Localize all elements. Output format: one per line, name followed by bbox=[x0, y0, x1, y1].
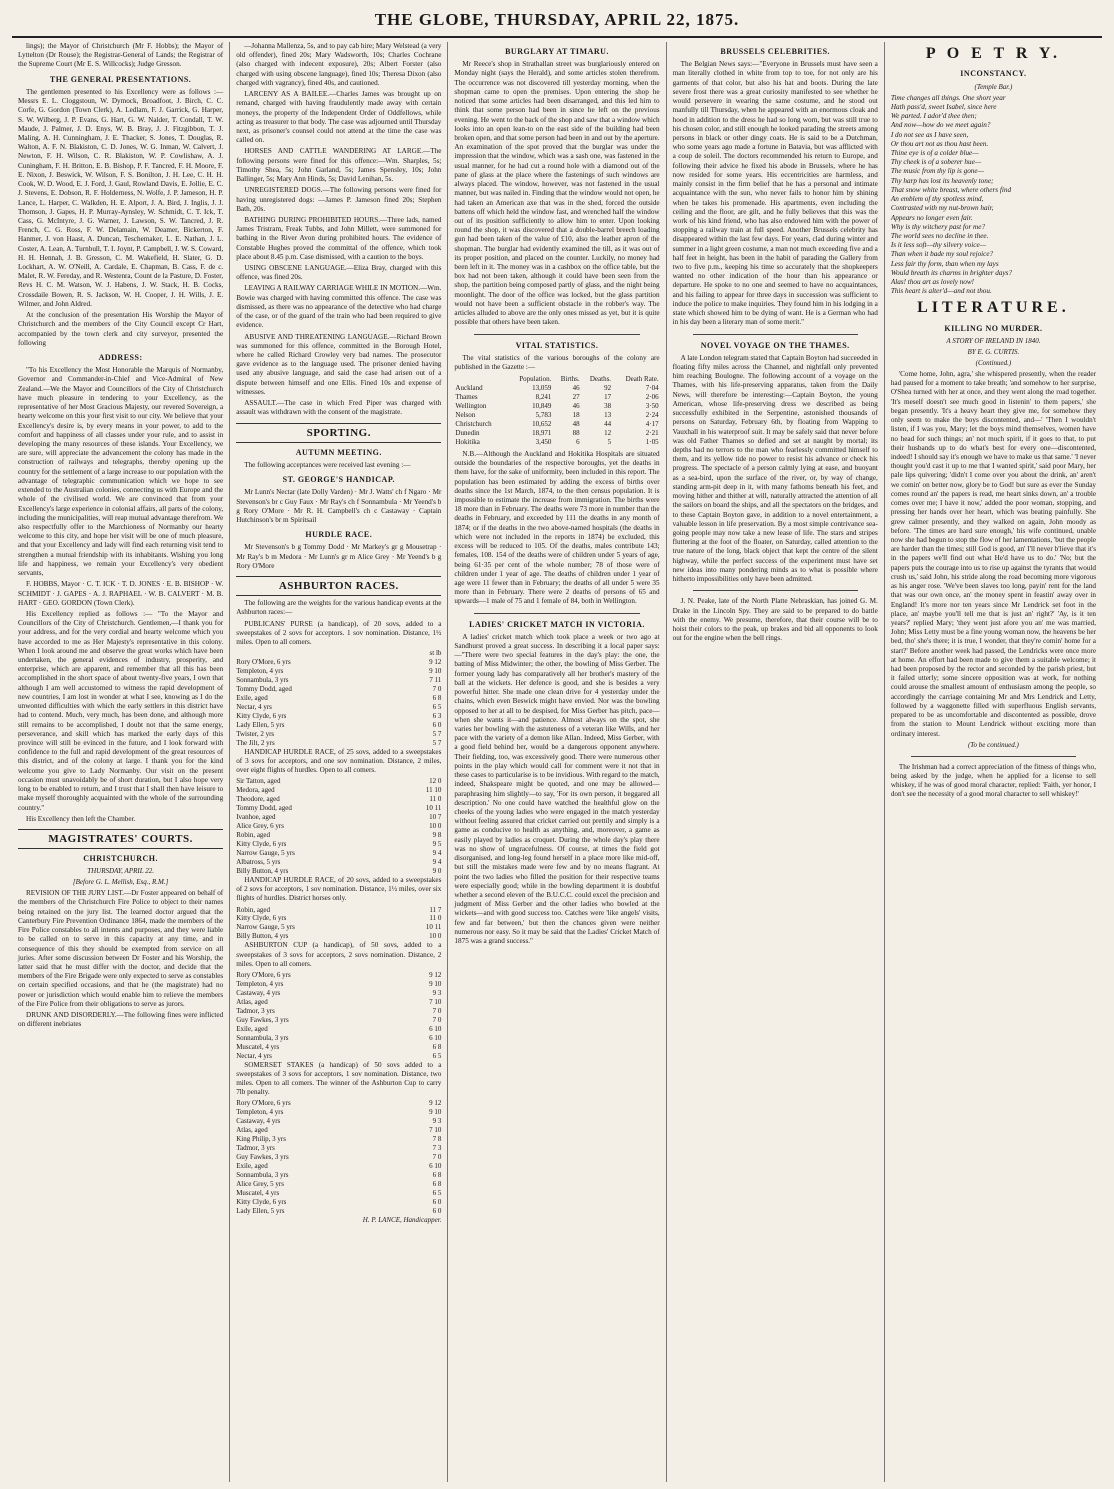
poem-line: An emblem of thy spotless mind, bbox=[890, 195, 984, 204]
race-entry: Lady Ellen, 5 yrs 6 0 bbox=[236, 1206, 442, 1215]
poem-source: (Temple Bar.) bbox=[974, 82, 1013, 91]
story-continued: (Continued.) bbox=[975, 359, 1012, 368]
table-header-cell: Deaths. bbox=[589, 375, 612, 384]
poem-line: The music from thy lip is gone— bbox=[890, 167, 984, 176]
closing-text: His Excellency then left the Chamber. bbox=[26, 814, 136, 823]
handicap-hurdle2-text: HANDICAP HURDLE RACE, of 20 sovs, added to a sweepstakes of 2 sovs for acceptors, 1 sov nomination. Distance, 1½ miles, over six flights of hurdles. District horses only. bbox=[236, 875, 442, 903]
race-entry: Nectar, 4 yrs 6 5 bbox=[236, 702, 442, 711]
address-heading: ADDRESS: bbox=[98, 353, 143, 363]
race-entry: Guy Fawkes, 3 yrs 7 0 bbox=[236, 1015, 442, 1024]
race4-list bbox=[236, 971, 441, 1061]
poem-line: We parted. I ador'd thee then; bbox=[890, 112, 977, 121]
race-entry: Muscatel, 4 yrs 6 8 bbox=[236, 1042, 442, 1051]
poem-line: Is it less soft—thy silvery voice— bbox=[890, 241, 987, 250]
race-entry: Robin, aged 9 8 bbox=[236, 831, 442, 840]
race1-list bbox=[236, 658, 441, 748]
race-entry: Nectar, 4 yrs 6 5 bbox=[236, 1051, 442, 1060]
race-entry: Kitty Clyde, 6 yrs 9 5 bbox=[236, 840, 442, 849]
brussels-heading: BRUSSELS CELEBRITIES. bbox=[720, 47, 831, 56]
race-entry: Tadmor, 3 yrs 7 3 bbox=[236, 1144, 442, 1153]
race-entry: Atlas, aged 7 10 bbox=[236, 997, 442, 1006]
column-5 bbox=[885, 42, 1102, 1482]
col2-intro: —Johanna Mallenza, 5s, and to pay cab hire; Mary Welstead (a very old offender), fined 20s; Mary Wadsworth, 10s; Charles Cochrane (also charged with indecent exposure), 20s; Albert Forster (also charged with using obscene language), fined 10s; Theresa Dixon (also charged with vagrancy), fined 40s, and cautioned. bbox=[236, 42, 442, 87]
race-entry: Muscatel, 4 yrs 6 5 bbox=[236, 1188, 442, 1197]
ashburton-cup-text: ASHBURTON CUP (a handicap), of 50 sovs, added to a sweepstakes of 3 sovs for acceptors, 2 sovs nomination. Distance, 2 miles. Open to all comers. bbox=[236, 941, 442, 968]
race5-list bbox=[236, 1099, 441, 1215]
race-entry: Twister, 2 yrs 5 7 bbox=[236, 729, 442, 738]
col1-para1: At the conclusion of the presentation His Worship the Mayor of Christchurch and the members of the City Council except Cr Hart, accompanied by the town clerk and city surveyor, presented the following bbox=[18, 311, 224, 347]
table-row: Auckland 13,059 46 92 7·04 bbox=[455, 384, 659, 393]
dogs-text: UNREGISTERED DOGS.—The following persons were fined for having unregistered dogs: —James P. Jameson fined 20s; Stephen Bath, 20s. bbox=[236, 186, 442, 213]
race-entry: Billy Button, 4 yrs 9 0 bbox=[236, 866, 442, 875]
race-entry: Guy Fawkes, 3 yrs 7 0 bbox=[236, 1153, 442, 1162]
handicap-hurdle-text: HANDICAP HURDLE RACE, of 25 sovs, added to a sweepstakes of 3 sovs for acceptors, and one sov nomination. Distance, 2 miles, over eight flights of hurdles. Open to all comers. bbox=[236, 747, 442, 775]
poem-line: Thy cheek is of a soberer hue— bbox=[890, 158, 982, 167]
hurdle-heading: HURDLE RACE. bbox=[305, 530, 373, 540]
peake-text: J. N. Peake, late of the North Platte Nebraskian, has joined G. M. Drake in the Lincoln Spy. They are said to be prepared to do battle with the enemy. We presume, therefore, that their course will be to hoist their colors to the peak, up brakes and bid all opponents to look out for the engine when the bell rings. bbox=[672, 597, 878, 643]
somerset-text: SOMERSET STAKES (a handicap) of 50 sovs added to a sweepstakes of 3 sovs for acceptors, 1 sov nomination. Distance, two miles. Open to all comers. The winner of the Ashburton Cup to carry 7lb penalty. bbox=[236, 1060, 442, 1097]
table-row: Hokitika 3,450 6 5 1·05 bbox=[455, 437, 659, 446]
poem-line: Than when it bade my soul rejoice? bbox=[890, 250, 994, 259]
publicans-text: PUBLICANS' PURSE (a handicap), of 20 sovs, added to a sweepstakes of 2 sovs for acceptors. 1 sov nomination. Distance, 1½ miles. Open to all comers. bbox=[236, 619, 442, 647]
race-entry: Templeton, 4 yrs 9 10 bbox=[236, 979, 442, 988]
poetry-heading: P O E T R Y. bbox=[925, 45, 1061, 62]
poem-line: Time changes all things. One short year bbox=[890, 93, 1006, 102]
divider bbox=[693, 334, 858, 335]
race-entry: Sir Tatton, aged 12 0 bbox=[236, 777, 442, 786]
voyage-text: A late London telegram stated that Captain Boyton had succeeded in floating fifty miles across the Channel, and nightfall only prevented him reaching Boulogne. The following account of a voyage on the Thames, with his life-preserving apparatus, taken from the Daily News, will therefore be interesting:—Captain Boyton, the young American, whose life-preserving dress we described as being successfully exhibited in the Serpentine, astonished thousands of persons on Saturday, February 6th, by floating from Wapping to Vauxhall in his waterproof suit. It may be safely said that never before was old Father Thames so defied and set at naught by mortal; its depths had no terrors to the man who fearlessly committed himself to them, and its yellow tide no power to resist his advance or check his progress. The spectacle of a person calmly lying at ease, and buoyant as a sea-bird, upon the surface of the river, or, by way of change, standing arm-pit deep in it, with many fathoms beneath his feet, and moving hither and thither at will, naturally attracted the attention of all the sailors on board the ships, and all the spectators on the bridges, and to these Captain Boyton gave, in addition to a novel entertainment, a valuable lesson in life preservation. By a most simple contrivance sea-going people may now take a new lease of life. The stars and stripes fluttering at the foot of the floater, on Saturday, called attention to the true nature of the long, black object that kept the centre of the silent highway, while the perfect success of the experiment must have set new ideas into many pondering minds as to what is possible where hitherto impossibilities only have been admitted. bbox=[672, 353, 878, 584]
column-3 bbox=[448, 42, 666, 1482]
race-entry: Castaway, 4 yrs 9 3 bbox=[236, 1117, 442, 1126]
ladies-heading: LADIES' CRICKET MATCH IN VICTORIA. bbox=[469, 619, 645, 629]
courts-heading: MAGISTRATES' COURTS. bbox=[18, 829, 223, 849]
race-entry: Medora, aged 11 10 bbox=[236, 786, 442, 795]
race-entry: Alice Grey, 5 yrs 6 8 bbox=[236, 1179, 442, 1188]
race-entry: Rory O'More, 6 yrs 9 12 bbox=[236, 1099, 442, 1108]
table-row: Christchurch 10,652 48 44 4·17 bbox=[455, 420, 659, 429]
horses-text: HORSES AND CATTLE WANDERING AT LARGE.—The following persons were fined for this offence:—Wm. Sharples, 5s; Timothy Shea, 5s; John Garland, 5s; James Spensley, 10s; John Ballinger, 5s; Mary Ann Hinds, 5s; David Lenihan, 5s. bbox=[236, 147, 442, 184]
burglary-text: Mr Reece's shop in Strathallan street was burglariously entered on Monday night (says the Herald), and some articles stolen therefrom. The occurrence was not discovered till yesterday morning, when the shopman came to open the premises. Upon entering the shop he noticed that some articles had been disarranged, and this led him to think that some person had been in since he left on the previous evening. He went to the back of the shop and saw that a window which looks into an open lean-to on the east side of the building had been broken open, and that some person had been in and out by the aperture. An examination of the spot proved that the burglar was under the impression that the window, which was a sash one, was fastened in the usual manner, for he had cut a round hole with a diamond out of the pane of glass at the place where the fastenings of such windows are always placed. The window, however, was not fastened in the usual manner, but was nailed in. Finding that the window would not open, he had taken an American axe that was in the shed, forced the outside battens off which held the window fast, and wrenched half the window out of its position sufficiently to allow him to enter. Upon looking round the shop, it was discovered that a double-barrel breech loading gun had been taken of the value of £10, also the leather apron of the shopman. The burglar had evidently examined the till, as it was out of its proper position, and placed on the counter. Luckily, no money had been left in it. The money was in a cashbox on the office table, but the box had not been taken, although it could have been seen from the shop, the partition being composed partly of glass, and the night being moonlight. The door of the office was locked, but the glass partition would not have been a sufficient obstacle in the robber's way. The articles alluded to above are the only ones missed as yet, but it is quite possible that others have been taken. bbox=[454, 60, 660, 327]
poem-line: I do not see as I have seen, bbox=[890, 130, 969, 139]
race-entry: Templeton, 4 yrs 9 10 bbox=[236, 1108, 442, 1117]
story-author: BY E. G. CURTIS. bbox=[967, 348, 1020, 357]
race-entry: Templeton, 4 yrs 9 10 bbox=[236, 667, 442, 676]
handicapper: H. P. LANCE, Handicapper. bbox=[362, 1215, 442, 1224]
race2-list bbox=[236, 777, 441, 875]
race-entry: Narrow Gauge, 5 yrs 10 11 bbox=[236, 923, 442, 932]
table-row: Wellington 10,849 46 38 3·50 bbox=[455, 402, 659, 411]
race-entry: Kitty Clyde, 6 yrs 11 0 bbox=[236, 914, 442, 923]
larceny-text: LARCENY AS A BAILEE.—Charles James was brought up on remand, charged with having fraudulently made away with certain moneys, the property of the Independent Order of Oddfellows, while acting as treasurer to that body. The case was adjourned until Thursday next, as prisoner's counsel could not attend at the time the case was called on. bbox=[236, 90, 442, 145]
brussels-text: The Belgian News says:—"Everyone in Brussels must have seen a man literally clothed in white from top to toe, for not only are his garments of that color, but also his hat and boots. During the late severe frost there was a great curiosity manifested to see whether he would persevere in wearing the same costume, and he stood out manfully till Thursday, when he appeared with an enormous cloak and hood in addition to the dress he had so long worn, but was still true to his chosen color, and still enough he looked parading the streets among persons in black or other dingy coats. He is said to be a Dutchman, who some years ago made a fortune in Batavia, but was afflicted with a coup de soleil. The doctors recommended his return to Europe, and following their advice he fixed his abode in Brussels, where he has now resided for some years. His eccentricities are harmless, and mainly consist in the firm belief that he has a personal and intimate acquaintance with the sun, who never fails to honor him by shining when he takes his promenade. His apartments, even including the ceiling and the floor, are gilt, and he fully believes that this was the work of his kind friend, who has also endowed him with the power of stopping a railway train at full speed. Another Brussels celebrity has disappeared within the last few days. For years, clad during winter and summer in a light green costume, a man not much exceeding five and a half feet in height, has been in the habit of parading the Gallery from two to five p.m., keeping his time so accurately that the shopkeepers wanted no other indication of the hour than his appearance or departure. He spoke to no one and seemed to have no acquaintances, and his failing to appear for three days in succession was sufficient to induce the police to make inquiries. They found him in his lodging in a state which showed him to be dying of want. He is a German who had in his day been a literary man of some merit." bbox=[672, 60, 878, 327]
hurdle-list: Mr Stevenson's b g Tommy Dodd · Mr Markey's gr g Mousetrap · Mr Ray's b m Medora · Mr Lunn's gr m Alice Grey · Mr Yeend's b g Rory O'More bbox=[236, 543, 442, 570]
race-entry: Sonnambula, 3 yrs 6 10 bbox=[236, 1033, 442, 1042]
table-header-cell: Death Rate. bbox=[625, 375, 659, 384]
column-1 bbox=[12, 42, 230, 1482]
divider bbox=[474, 613, 639, 614]
railway-text: LEAVING A RAILWAY CARRIAGE WHILE IN MOTION.—Wm. Bowie was charged with having committed this offence. The case was dismissed, as there was no appearance of the detective who had charge of the case, or of the guard of the train who had been required to give evidence. bbox=[236, 284, 442, 330]
race-entry: Exile, aged 6 10 bbox=[236, 1024, 442, 1033]
race-entry: Albatross, 5 yrs 9 4 bbox=[236, 857, 442, 866]
race-entry: Atlas, aged 7 10 bbox=[236, 1126, 442, 1135]
race-entry: Exile, aged 6 8 bbox=[236, 694, 442, 702]
voyage-heading: NOVEL VOYAGE ON THE THAMES. bbox=[700, 340, 850, 350]
poem-line: Would breath its charms in brighter days? bbox=[890, 268, 1013, 277]
st-george-list: Mr Lunn's Nectar (late Dolly Varden) · Mr J. Watts' ch f Ngaro · Mr Stevenson's br c Guy Faux · Mr Ray's ch f Sonnambula · Mr Yeend's b g Rory O'More · Mr R. H. Campbell's ch c Castaway · Captain Hutchinson's br m Spiritsail bbox=[236, 488, 442, 524]
vital-table-header bbox=[454, 375, 659, 384]
burglary-heading: BURGLARY AT TIMARU. bbox=[505, 47, 609, 56]
poem-line: Thine eye is of a colder blue— bbox=[890, 148, 979, 157]
race-entry: The Jilt, 2 yrs 5 7 bbox=[236, 738, 442, 747]
address-text: "To his Excellency the Most Honorable the Marquis of Normanby, Governor and Commander-in-Chief and Vice-Admiral of New Zealand.—We the Mayor and Councillors of the City of Christchurch have much pleasure in tendering to your Excellency, as the representative of her Most Gracious Majesty, our revered Sovereign, a hearty welcome on this your first visit to our city. We believe that your Excellency's desire is, by every means in your power, to add to the comfort and happiness of all classes under your rule, and to assist in developing the many resources of these islands. Your Excellency, we are sure, will appreciate the advancement the colony has made in the construction of railways and telegraphs, thereby opening up the country for the settlement of a large increase to our population with the advantage of telegraphic communication which we hope to see extended to the Australian colonies, connecting us with Europe and the whole of the civilised world. We are convinced that from your Excellency's large experience in colonial affairs, all parts of the colony, including the municipalities, will reap mutual advantage therefrom. We also respectfully offer to the Marchioness of Normanby our hearty welcome to this city, and hope her visit will be one of much pleasure, and that your Excellency and lady will find each returning visit tend to strengthen a mutual friendship with its inhabitants. Wishing you long life and happiness, we remain your Excellency's very obedient servants, bbox=[18, 366, 224, 578]
race-entry: Tommy Dodd, aged 10 11 bbox=[236, 804, 442, 813]
race-entry: Rory O'More, 6 yrs 9 12 bbox=[236, 658, 442, 667]
vital-table bbox=[454, 375, 659, 447]
poem-line: Why is thy witchery past for me? bbox=[890, 222, 986, 231]
race-entry: Kitty Clyde, 6 yrs 6 3 bbox=[236, 711, 442, 720]
to-be-continued: (To be continued.) bbox=[967, 740, 1019, 749]
story-text: 'Come home, John, agra,' she whispered presently, when the reader had paused for a moment to take breath; 'and somehow to her surprise, O'Shea turned with her at once, and they went along the road together. 'It's meself doesn't see much good in listenin' to them papers,' she began presently. 'It's a heavy heart they give me, for somehow they only seem to make the boys discontented, and—' 'Then I wouldn't listen, if I was you, Mary; let the boys mind themselves, women have no head for such things; an' not much spirit, if it goes to that, to put their husbands up to do what's best for every one—discontented, indeed! I should say it's enough we have to make us that same.' 'I never thought you'd cast it up to me that I wanted spirit,' said poor Mary, her pale lips quivering; 'didn't I come over you about the drink, an' aren't we comin' on better now, glory be to God! but sure as ever the Sunday comes round an' the papers is read, me heart sinks down, an' a trouble comes over me; I have it now,' added the poor woman, stopping, and pressing her hands over her heart, which was beating painfully. She grew calmer presently, and they walked on again, John moody as before. 'The times are hard sure enough,' his wife continued, unable now she had begun to stop the flow of her lamentations, 'but the people are harder than the times; still God is good, an' I'll never b'lieve that it's in the papers we'll find out what He'd have us to do.' 'No; but the papers puts the courage into us to rise up against the tyrants that would crush us,' said John, his stride along the road becoming more vigorous as his anger rose. 'We've been slaves too long, payin' rent for the land that was our own once, an' the money spent in feastin' away over in England! It's more nor ten years since Mr Lendrick set foot in the place, an' maybe you'll tell me that is just an' right?' 'Ay, is it ten years?' replied Mary; 'they went just afore you an' me was married, John; Miss Letty must be a fine young woman now, the heavens be her bed, tho' she's there; it is true, I wonder, that they're comin' home for a start?' Before another week had passed, the Lendricks were once more at home. An effort had been made to give them a suitable welcome; it had been proposed by the rector and seconded by the parish priest, but it failed utterly; some sincere opposition was at work, for nothing could arouse the smallest amount of enthusiasm among the people, so accordingly the carriage containing Mr and Mrs Lendrick and Letty, followed by a waggonette filled with superfluous English servants, prepared to be as uncomfortable and discontented as possible, drove from the station to Mount Lendrick without exciting more than ordinary interest. bbox=[890, 370, 1097, 738]
poem-lines bbox=[891, 94, 1096, 297]
poem-line: The world sees no decline in thee. bbox=[890, 231, 989, 240]
column-2 bbox=[230, 42, 448, 1482]
col1-intro: lings); the Mayor of Christchurch (Mr F. Hobbs); the Mayor of Lyttelton (Dr Rouse); the Registrar-General of Lands; the Registrar of the Supreme Court (Mr E. S. Willcocks); Judge Gresson. bbox=[18, 42, 224, 69]
courts-text: REVISION OF THE JURY LIST.—Dr Foster appeared on behalf of the members of the Christchurch Fire Police to object to their names being retained on the jury list. The learned doctor argued that the Canterbury Fire Prevention Ordinance 1864, made the members of the Fire Police constables to all intents and purposes, and they were liable to be called on to serve in this capacity at any time, and in consequence of this they should be exempted from service on all juries. After some discussion between Dr Foster and his Worship, the latter said that he must differ with the doctor, and decide that the members of the Fire Brigade were only expected to serve as constables on certain specified occasions, and that he (the magistrate) had no power or jurisdiction which would enable him to relieve the members of the Fire Police from their obligations to serve as jurors. bbox=[18, 889, 224, 1008]
vital-text: N.B.—Although the Auckland and Hokitika Hospitals are situated outside the boundaries of the respective boroughs, yet the deaths in them have, for the sake of uniformity, been included in this report. The population has been estimated by adding the excess of births over deaths since the 1st March, 1874, to the then census population. It is impossible to estimate the increase from immigration. The births were 18 more than in February. The deaths were 73 more in number than the deaths in February, and exceeded by 111 the deaths in any month of 1874; or if the deaths in the two above-named hospitals (the deaths in which were not included in the reports in 1874) be excluded, this excess will be reduced to 105. Of the deaths, males contribute 143; females, 108. 154 of the deaths were of children under 5 years of age, being 61·35 per cent of the whole number; 78 of those were of children under 1 year of age. The deaths of children under 1 year of age were 11 fewer than in February; the deaths of all under 5 were 35 more than in February. There were 2 deaths of persons of 65 and upwards—1 male of 75 and 1 female of 84, both in Wellington. bbox=[454, 449, 660, 606]
abusive-text: ABUSIVE AND THREATENING LANGUAGE.—Richard Brown was summoned for this offence, committed in the Borough Hotel, where he called Richard Crowley very bad names. The prosecutor gave evidence as to the language used. The prisoner denied having used any abusive language, and said the case had arisen out of a dispute between himself and one Ellis. Fined 10s and expense of witnesses. bbox=[236, 332, 442, 396]
st-george-heading: ST. GEORGE'S HANDICAP. bbox=[282, 475, 395, 485]
race-entry: Theodore, aged 11 0 bbox=[236, 795, 442, 804]
masthead: THE GLOBE, THURSDAY, APRIL 22, 1875. bbox=[12, 10, 1102, 38]
poem-line: Hath pass'd, sweet Isabel, since here bbox=[890, 102, 997, 111]
race-entry: Tadmor, 3 yrs 7 0 bbox=[236, 1006, 442, 1015]
table-row: Nelson 5,783 18 13 2·24 bbox=[455, 411, 659, 420]
divider bbox=[693, 590, 858, 591]
sporting-heading: SPORTING. bbox=[236, 423, 441, 443]
race-entry: Alice Grey, 6 yrs 10 0 bbox=[236, 822, 442, 831]
column-4 bbox=[667, 42, 885, 1482]
race-entry: Billy Button, 4 yrs 10 0 bbox=[236, 932, 442, 941]
story-subtitle: A STORY OF IRELAND IN 1840. bbox=[946, 337, 1041, 346]
ashburton-intro: The following are the weights for the various handicap events at the Ashburton races:— bbox=[236, 599, 442, 617]
race-entry: Kitty Clyde, 6 yrs 6 0 bbox=[236, 1197, 442, 1206]
table-row: Dunedin 18,971 88 12 2·21 bbox=[455, 428, 659, 437]
race-entry: Narrow Gauge, 5 yrs 9 4 bbox=[236, 849, 442, 857]
autumn-heading: AUTUMN MEETING. bbox=[295, 447, 382, 457]
divider bbox=[474, 334, 639, 335]
table-header-cell: Births. bbox=[560, 375, 580, 384]
assault-text: ASSAULT.—The case in which Fred Piper was charged with assault was withdrawn with the consent of the magistrate. bbox=[236, 399, 442, 417]
vital-heading: VITAL STATISTICS. bbox=[515, 340, 599, 350]
bathing-text: BATHING DURING PROHIBITED HOURS.—Three lads, named James Tristram, Freak Tubbs, and John Millett, were summoned for bathing in the River Avon during prohibited hours. The evidence of Constable Hughes proved the committal of the offence, which took place about 8.45 p.m. Case dismissed, with a caution to the boys. bbox=[236, 215, 442, 261]
race-entry: Tommy Dodd, aged 7 0 bbox=[236, 685, 442, 694]
presentations-text: The gentlemen presented to his Excellency were as follows :— Messrs E. L. Cloggstoun, W. Dymock, Broadfoot, J. Birch, C. C. Corfe, G. Gordon (Town Clerk), A. Ledlam, F. J. Garrick, G. Harper, S. W. Wilberg, J. P. Evans, G. Hart, G. W. Nalder, T. Condall, T. W. Maude, J. Palmer, J. D. Enys, W. B. Bray, J. J. Fitzgibbon, T. J. Maling, A. H. Cunningham, J. E. Thacker, S. Jones, T. Douglas, R. Walton, A. F. N. Blakiston, C. D. Jones, W. G. Inman, W. Calvert, J. Newton, F. H. Wilson, C. R. Blakiston, W. P. Cowlishaw, A. J. Cuningham, F. H. Britton, E. B. Bishop, P. F. Tancred, F. H. Moore, F. E. Nixon, J. Beswick, W. Wilson, F. S. Bonilton, J. H. Lee, C. H. H. Cook, W. D. Wood, E. J. Ford, J. Gaul, Rowland Davis, E. Jollie, E. C. J. Stevens, E. Dobson, R. F. Holderness, N. Wolfe, J. P. Jameson, H. P. Lance, L. Harper, C. Walkden, H. E. Alport, J. A. Bird, J. Inglis, J. J. Thomson, J. Gapes, H. P. Murray-Aynsley, W. Schmidt, C. T. Ick, T. Cass, G. McIntyre, J. G. Warner, J. Lawson, S. W. Tancred, J. R. French, C. G. Ross, F. W. Delamain, W. Deamer, Bickerton, F. Hanmer, J. von Haast, A. Duncan, Teschemaker, L. E. Nathan, J. L. Coster, A. Lean, A. Turnbull, T. I. Joynt, P. Campbell, J. W. S. Coward, H. H. Hennah, J. B. Gresson, C. M. Wakefield, H. Slater, G. D. Lockhart, A. W. O'Neill, A. Cardale, E. Chapman, B. Cass, F. de c. Malet, R. W. Fereday, and R. Westenra, Count de la Pasture, D. Foster, Revs H. C. M. Watson, W. J. Habens, J. W. Stack, H. B. Cocks, Crossdaile Bowen, R. S. Jackson, W. H. Cooper, J. H. Wills, J. E. Wilmer, and John Aldred. bbox=[18, 87, 224, 308]
poem-line: Appears no longer even fair. bbox=[890, 213, 973, 222]
race-entry: Robin, aged 11 7 bbox=[236, 905, 442, 914]
race-entry: Ivanhoe, aged 10 7 bbox=[236, 813, 442, 822]
courts-sub: CHRISTCHURCH. bbox=[83, 854, 158, 864]
divider bbox=[911, 756, 1076, 757]
poem-line: Or thou art not as thou hast been. bbox=[890, 139, 989, 148]
irishman-text: The Irishman had a correct appreciation of the fitness of things who, being asked by the judge, when he applied for a license to sell whiskey, if he was of good moral character, replied: 'Faith, yer honor, I don't see the necessity of a good moral character to sell whiskey!' bbox=[890, 762, 1097, 799]
table-header-cell bbox=[454, 375, 506, 384]
poem-line: Less fair thy form, than when my lays bbox=[890, 259, 999, 268]
poem-line: This heart is alter'd—and not thou. bbox=[890, 287, 992, 296]
race-entry: Exile, aged 6 10 bbox=[236, 1162, 442, 1171]
poem-line: Alas! thou art as lovely now! bbox=[890, 278, 975, 287]
drunk-text: DRUNK AND DISORDERLY.—The following fines were inflicted on different inebriates bbox=[18, 1011, 224, 1029]
race-col-header: st lb bbox=[429, 649, 442, 658]
signatories: F. HOBBS, Mayor · C. T. ICK · T. D. JONES · E. B. BISHOP · W. SCHMIDT · J. GAPES · A. J. RAPHAEL · W. B. CALVERT · M. B. HART · GEO. GORDON (Town Clerk). bbox=[18, 580, 224, 607]
courts-before: [Before G. L. Mellish, Esq., R.M.] bbox=[72, 878, 169, 887]
race-entry: Lady Ellen, 5 yrs 6 0 bbox=[236, 720, 442, 729]
autumn-intro: The following acceptances were received last evening :— bbox=[244, 460, 411, 469]
poem-line: And now—how do we meet again? bbox=[890, 121, 991, 130]
reply-text: His Excellency replied as follows :— "To the Mayor and Councillors of the City of Christchurch. Gentlemen,—I thank you for your address, and for the very cordial and hearty welcome which you have accorded to me as Her Majesty's representative in this colony. When I look around me and observe the great works which have been undertaken, the general evidences of industry, prosperity, and enterprise, which are apparent, and remember that all this has been accomplished in the short space of about twenty-five years, I own that although I am well accustomed to witness the rapid development of new countries, I am lost in wonder at what I see, knowing as I do the unwonted difficulties with which the early settlers in this district have had to contend. Much, very much, has been done, and although more still remains to be accomplished, I doubt not that the same energy, perseverance, and skill which has marked the early days of this province will still be evinced in the future, and I look forward with confidence to the full and rapid development of the great resources of this district, and of the colony at large. I thank you for the kind welcome you give to Lady Normanby. Our visit on the present occasion must unavoidably be of short duration, but I also hope very long to be enabled to return, and I trust that I shall then have leisure to make myself thoroughly acquainted with the whole of the surrounding country." bbox=[18, 609, 224, 812]
vital-intro: The vital statistics of the various boroughs of the colony are published in the Gazette :— bbox=[454, 353, 660, 372]
obscene-text: USING OBSCENE LANGUAGE.—Eliza Bray, charged with this offence, was fined 20s. bbox=[236, 264, 442, 282]
poem-line: Thy harp has lost its heavenly tone; bbox=[890, 176, 994, 185]
race3-list bbox=[236, 906, 441, 942]
story-title: KILLING NO MURDER. bbox=[944, 323, 1043, 333]
poem-line: That snow white breast, where others find bbox=[890, 185, 1012, 194]
race-entry: Sonnambula, 3 yrs 6 8 bbox=[236, 1171, 442, 1180]
race-entry: Castaway, 4 yrs 9 3 bbox=[236, 988, 442, 997]
ashburton-heading: ASHBURTON RACES. bbox=[236, 576, 441, 596]
table-row: Thames 8,241 27 17 2·06 bbox=[455, 393, 659, 402]
race-entry: Rory O'More, 6 yrs 9 12 bbox=[236, 970, 442, 979]
poem-title: INCONSTANCY. bbox=[960, 69, 1027, 79]
race-entry: King Philip, 3 yrs 7 8 bbox=[236, 1135, 442, 1144]
poem-line: Contrasted with my nut-brown hair, bbox=[890, 204, 994, 213]
literature-heading: LITERATURE. bbox=[917, 299, 1070, 317]
race-entry: Sonnambula, 3 yrs 7 11 bbox=[236, 676, 442, 685]
columns bbox=[12, 42, 1102, 1482]
courts-date: THURSDAY, APRIL 22. bbox=[87, 867, 154, 876]
table-header-cell: Population. bbox=[519, 375, 552, 384]
ladies-text: A ladies' cricket match which took place a week or two ago at Sandhurst proved a great success. In describing it a local paper says:—"There were two special features in the day's play: the one, the batting of Miss Midwinter; the other, the bowling of Miss Gerber. The former young lady has comparatively all her brother's mastery of the ball at the wickets. Her defence is good, and she is besides a very powerful hitter. She made one clean drive for 4 yesterday under the chains, which even Beswick might have envied. Nor was the bowling opposed to her at all to be despised, for Miss Gerber has pitch, pace—when she wants it—and patience. Almost always on the spot, she varies her bowling with the astuteness of a veteran like Wills, and her pace with the variety of a demon like Allan. Indeed, Miss Gerber, with a good field behind her, would be a dangerous opponent anywhere. Their fielding, too, was excessively good. There were numerous other points in the play which would call for comment were it not that in these cases to particularise is to be invidious. With regard to the match, indeed, Shakspeare might be quoted, and one may be allowed—paraphrasing him slightly—to say, 'For its own person, it beggared all description.' No one could have watched the healthful glow on the cheeks of the young ladies who were engaged in the match yesterday without feeling assured that cricket carried out prettily and simply is a game as conducive to health as anything, and, moreover, a game as easily played by ladies as croquet. During the whole day's play there was no show of ungracefulness. Of course, at times the field got disorganised, and long-leg found herself in a place more like mid-off, but still the mistakes made were few and by no means flagrant. At point the two ladies who filled the position for their respective teams were especially good; while in the bowling department it is doubtful whether a second eleven of the B.U.C.C. could excel the precision and judgment of Miss Gerber and the other ladies who bowled at the wickets—and with good success too. Catches were 'like angels' visits, few and far between,' but then the chances given were neither numerous nor easy. So it may be said that the Ladies' Cricket Match of 1875 was a grand success." bbox=[454, 632, 660, 946]
presentations-heading: THE GENERAL PRESENTATIONS. bbox=[49, 74, 192, 84]
